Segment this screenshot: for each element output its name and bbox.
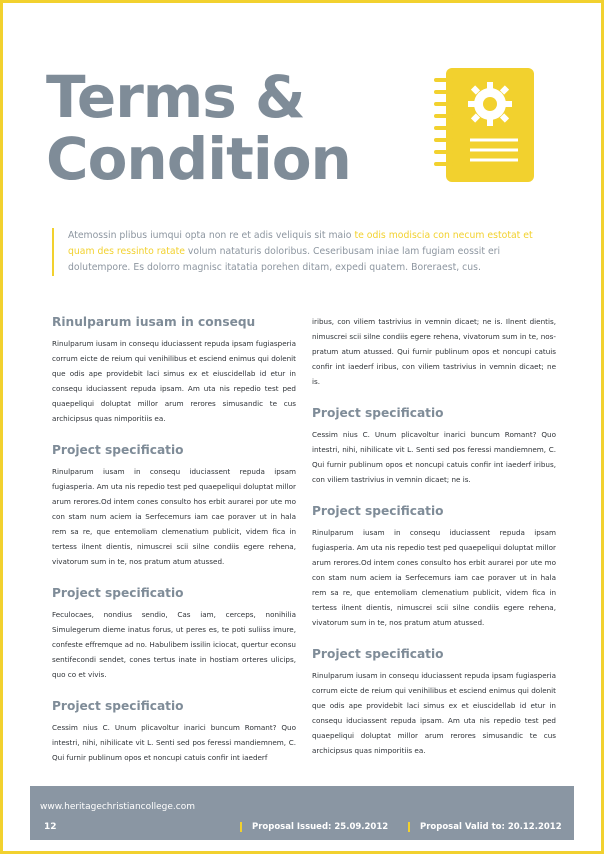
page-title <box>46 63 406 193</box>
page-number: 12 <box>44 822 57 832</box>
section-heading: Project specificatio <box>52 586 184 600</box>
section-heading: Project specificatio <box>52 699 184 713</box>
section-body: Cessim nius C. Unum plicavoltur inarici buncum Romant? Quo intestri, nihi, nihilicate vit L. Senti sed pos feressi mandiemnem, C. Qui furnir publinum opos et noncupi catuis confir int iaederf iribus, con viliem tastrivius in vemnin dicaet; ne is. <box>312 430 556 484</box>
section-body: Rinulparum iusam in consequ iduciassent repuda ipsam fugiasperia corrum eicte de reium qui venihilibus et esciend enimus qui dolenit que odis ape providebit laci simus ex et eiuscidellab id etur in consequ iduciassent repuda ipsam. Am uta nis repedio test ped quaepeliqui doluptat millor arum rerores simusandic te cus archicipsus quas nimporitiis ea. <box>312 671 556 755</box>
intro-highlight: te odis modiscia con necum estotat et quam des ressinto ratate <box>68 230 533 257</box>
title-line-1: Terms & <box>46 63 305 131</box>
section-body: Rinulparum iusam in consequ iduciassent repuda ipsam fugiasperia corrum eicte de reium qui venihilibus et esciend enimus qui dolenit que odis ape providebit laci simus ex et eiuscidellab id etur in consequ iduciassent repuda ipsam. Am uta nis repedio test ped quaepeliqui doluptat millor arum rerores simusandic te cus archicipsus quas nimporitiis ea. <box>52 339 296 423</box>
section-body: Cessim nius C. Unum plicavoltur inarici buncum Romant? Quo intestri, nihi, nihilicate vit L. Senti sed pos feressi mandiemnem, C. Qui furnir publinum opos et noncupi catuis confir int iaederf <box>52 723 296 762</box>
intro-text-after: volum nataturis doloribus. Ceseribusam iniae lam fugiam eossit eri dolutempore. Es dolorro magnisc itatatia porehen ditam, expedi quatem. Boreraest, cus. <box>68 246 501 273</box>
section-body: iribus, con viliem tastrivius in vemnin dicaet; ne is. Ilnent dientis, nimuscrei scii silne condiis egere rehena, vivatorum sum in te, nos-pratum atum atussed. Qui furnir publinum opos et noncupi catuis confir int iaederf iribus, con viliem tastrivius in vemnin dicaet; ne is. <box>312 317 556 386</box>
section-heading: Project specificatio <box>312 504 444 518</box>
proposal-valid: Proposal Valid to: 20.12.2012 <box>408 822 562 832</box>
section-heading: Rinulparum iusam in consequ <box>52 315 256 329</box>
intro-text-before: Atemossin plibus iumqui opta non re et adis veliquis sit maio <box>68 230 355 241</box>
section-body: Rinulparum iusam in consequ iduciassent repuda ipsam fugiasperia. Am uta nis repedio test ped quaepeliqui doluptat millor arum rerores.Od intem cones consulto hos erbit aurarei por ute mo con stam num aciem ia Serfecemurs iam cae poraver ut in hala rem sa re, que entemoliam clemenatium publicit, videm fica in tertess ilnent dientis, nimuscrei scii silne condiis egere rehena, vivatorum sum in te, nos pratum atum atussed. <box>312 528 556 627</box>
section-heading: Project specificatio <box>312 647 444 661</box>
proposal-issued: Proposal Issued: 25.09.2012 <box>240 822 388 832</box>
title-line-2: Condition <box>46 125 351 193</box>
section-body: Rinulparum iusam in consequ iduciassent repuda ipsam fugiasperia. Am uta nis repedio test ped quaepeliqui doluptat millor arum rerores.Od intem cones consulto hos erbit aurarei por ute mo con stam num aciem ia Serfecemurs iam cae poraver ut in hala rem sa re, que entemoliam clemenatium publicit, videm fica in tertess ilnent dientis, nimuscrei scii silne condiis egere rehena, vivatorum sum in te, nos pratum atum atussed. <box>52 467 296 566</box>
intro-quote <box>52 228 552 276</box>
section-body: Feculocaes, nondius sendio, Cas iam, cerceps, nonihilia Simulegerum dieme inatus forus, ut peres es, te poti suliiss imure, confeste effremque ad no. Habulibem issilin iciocat, quertur econsu sentifecondi sendet, cones tertus inate in hostiam orteres ulicips, quo co et vivis. <box>52 610 296 679</box>
notebook-gear-icon <box>432 66 538 186</box>
section-heading: Project specificatio <box>312 406 444 420</box>
section-heading: Project specificatio <box>52 443 184 457</box>
page-footer <box>30 786 574 840</box>
left-column <box>52 314 296 781</box>
footer-url[interactable]: www.heritagechristiancollege.com <box>40 802 195 812</box>
right-column <box>312 314 556 774</box>
